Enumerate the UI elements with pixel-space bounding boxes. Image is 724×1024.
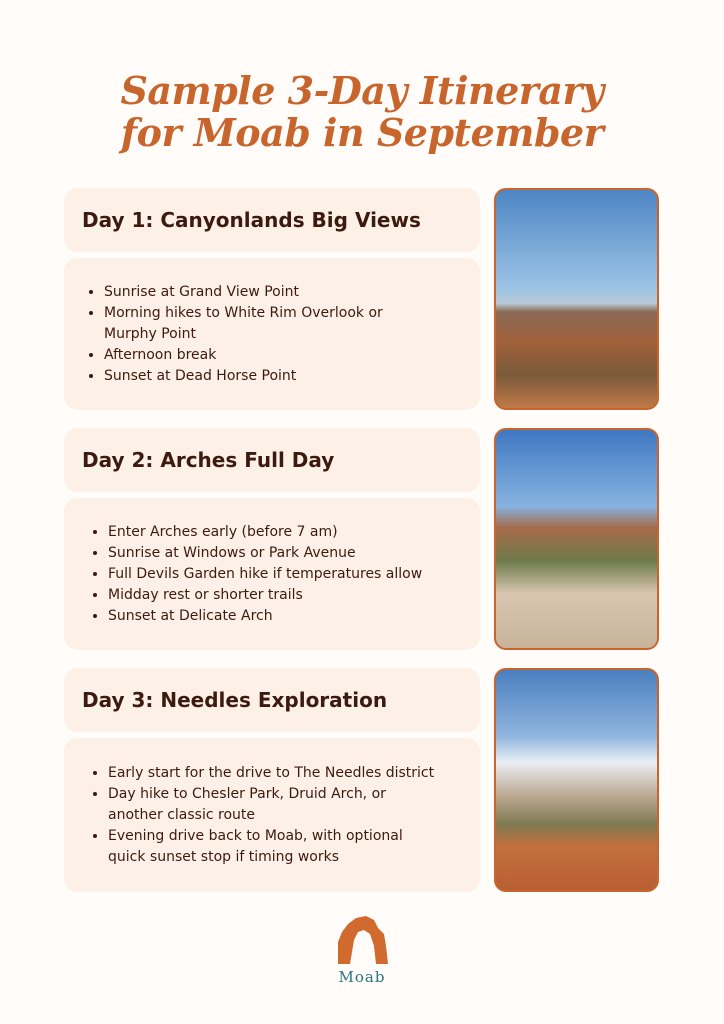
- day-2-list: [64, 498, 480, 650]
- arches-photo: [494, 428, 659, 650]
- page-title: Sample 3-Day Itinerary for Moab in September: [120, 68, 604, 155]
- list-item: • Midday rest or shorter trails: [108, 585, 422, 606]
- day-3-list: [64, 738, 480, 892]
- list-item: • Enter Arches early (before 7 am): [108, 522, 422, 543]
- list-item: • Full Devils Garden hike if temperatures allow: [108, 564, 422, 585]
- list-item: • Afternoon break: [104, 345, 424, 366]
- list-item: • Sunset at Delicate Arch: [108, 606, 422, 627]
- moab-logo: [330, 912, 394, 986]
- day-2-heading: Day 2: Arches Full Day: [64, 428, 480, 492]
- list-item: • Sunset at Dead Horse Point: [104, 366, 424, 387]
- needles-photo: [494, 668, 659, 892]
- logo-text: Moab: [338, 968, 386, 986]
- list-item: • Sunrise at Grand View Point: [104, 282, 424, 303]
- day-3-heading: Day 3: Needles Exploration: [64, 668, 480, 732]
- list-item: • Early start for the drive to The Needles district: [108, 763, 438, 784]
- day-1-heading: Day 1: Canyonlands Big Views: [64, 188, 480, 252]
- day-1-list: [64, 258, 480, 410]
- list-item: • Morning hikes to White Rim Overlook or Murphy Point: [104, 303, 424, 345]
- list-item: • Sunrise at Windows or Park Avenue: [108, 543, 422, 564]
- list-item: • Evening drive back to Moab, with optional quick sunset stop if timing works: [108, 826, 438, 868]
- canyonlands-photo: [494, 188, 659, 410]
- arch-icon: [334, 912, 390, 964]
- list-item: • Day hike to Chesler Park, Druid Arch, or another classic route: [108, 784, 438, 826]
